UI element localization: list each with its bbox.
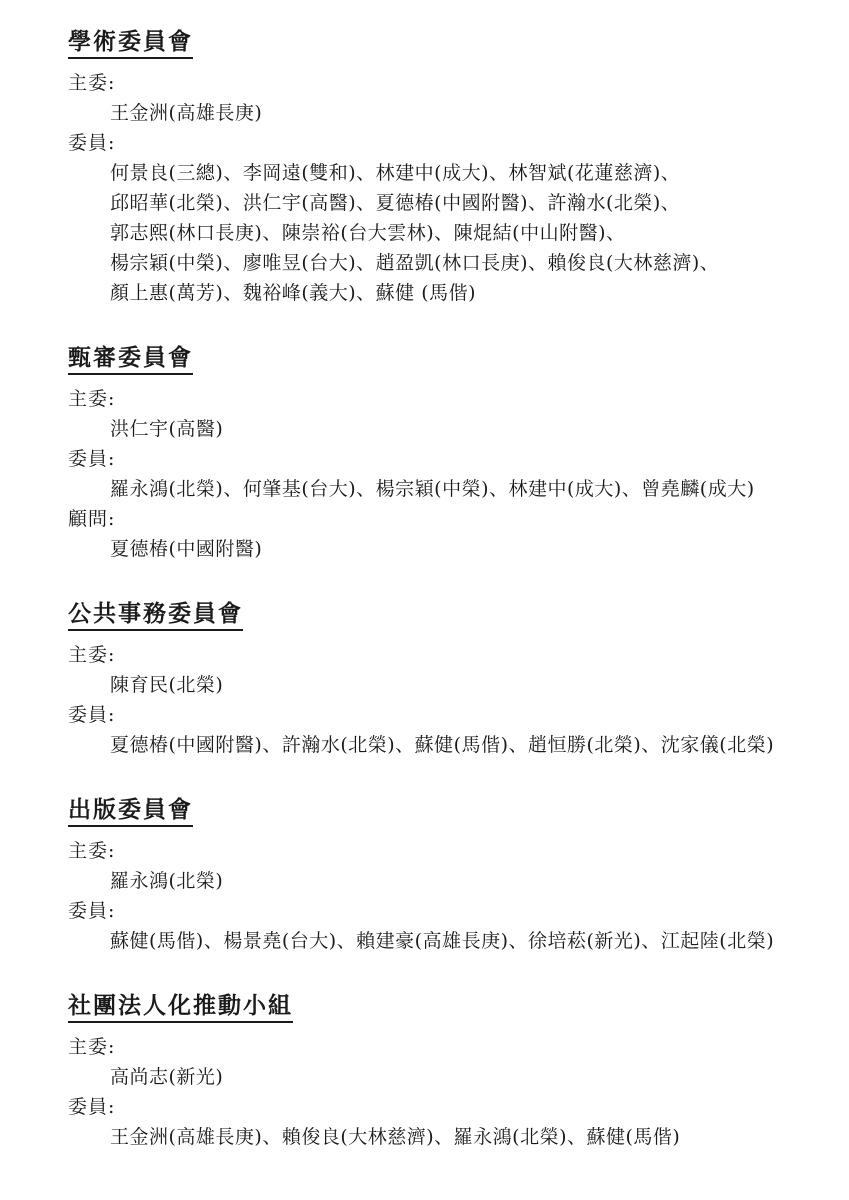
member-line: 何景良(三總)、李岡遠(雙和)、林建中(成大)、林智斌(花蓮慈濟)、: [110, 162, 681, 184]
member-line: 顏上惠(萬芳)、魏裕峰(義大)、蘇健 (馬偕): [110, 282, 477, 304]
role-label: 主委:: [68, 644, 116, 666]
role-label: 主委:: [68, 840, 116, 862]
committee-title: [68, 26, 797, 58]
member-line: 王金洲(高雄長庚)、賴俊良(大林慈濟)、羅永鴻(北榮)、蘇健(馬偕): [110, 1126, 681, 1148]
role-label: 委員:: [68, 704, 116, 726]
committee-title-text: 公共事務委員會: [68, 600, 243, 631]
committee-list: [68, 26, 797, 1152]
committee-title: [68, 990, 797, 1022]
member-line: 羅永鴻(北榮)、何肇基(台大)、楊宗穎(中榮)、林建中(成大)、曾堯麟(成大): [110, 478, 755, 500]
member-line: 羅永鴻(北榮): [110, 870, 224, 892]
member-line: 王金洲(高雄長庚): [110, 102, 263, 124]
member-line: 夏德椿(中國附醫)、許瀚水(北榮)、蘇健(馬偕)、趙恒勝(北榮)、沈家儀(北榮): [110, 734, 775, 756]
member-line: 陳育民(北榮): [110, 674, 224, 696]
committee-section: [68, 990, 797, 1152]
committee-section: [68, 26, 797, 308]
member-line: 邱昭華(北榮)、洪仁宇(高醫)、夏德椿(中國附醫)、許瀚水(北榮)、: [110, 192, 681, 214]
committee-title-text: 學術委員會: [68, 28, 193, 59]
member-line: 楊宗穎(中榮)、廖唯昱(台大)、趙盈凱(林口長庚)、賴俊良(大林慈濟)、: [110, 252, 720, 274]
role-label: 主委:: [68, 1036, 116, 1058]
role-label: 顧問:: [68, 508, 116, 530]
role-label: 委員:: [68, 900, 116, 922]
role-label: 委員:: [68, 448, 116, 470]
role-label: 委員:: [68, 1096, 116, 1118]
committee-title: [68, 598, 797, 630]
committee-section: [68, 598, 797, 760]
role-label: 委員:: [68, 132, 116, 154]
member-line: 洪仁宇(高醫): [110, 418, 224, 440]
committee-title: [68, 794, 797, 826]
committee-title-text: 社團法人化推動小組: [68, 992, 293, 1023]
role-label: 主委:: [68, 388, 116, 410]
role-label: 主委:: [68, 72, 116, 94]
committee-title-text: 出版委員會: [68, 796, 193, 827]
committee-title: [68, 342, 797, 374]
member-line: 蘇健(馬偕)、楊景堯(台大)、賴建豪(高雄長庚)、徐培菘(新光)、江起陸(北榮): [110, 930, 775, 952]
member-line: 夏德椿(中國附醫): [110, 538, 263, 560]
member-line: 高尚志(新光): [110, 1066, 224, 1088]
committee-section: [68, 794, 797, 956]
committee-section: [68, 342, 797, 564]
committee-title-text: 甄審委員會: [68, 344, 193, 375]
member-line: 郭志熙(林口長庚)、陳崇裕(台大雲林)、陳焜結(中山附醫)、: [110, 222, 626, 244]
